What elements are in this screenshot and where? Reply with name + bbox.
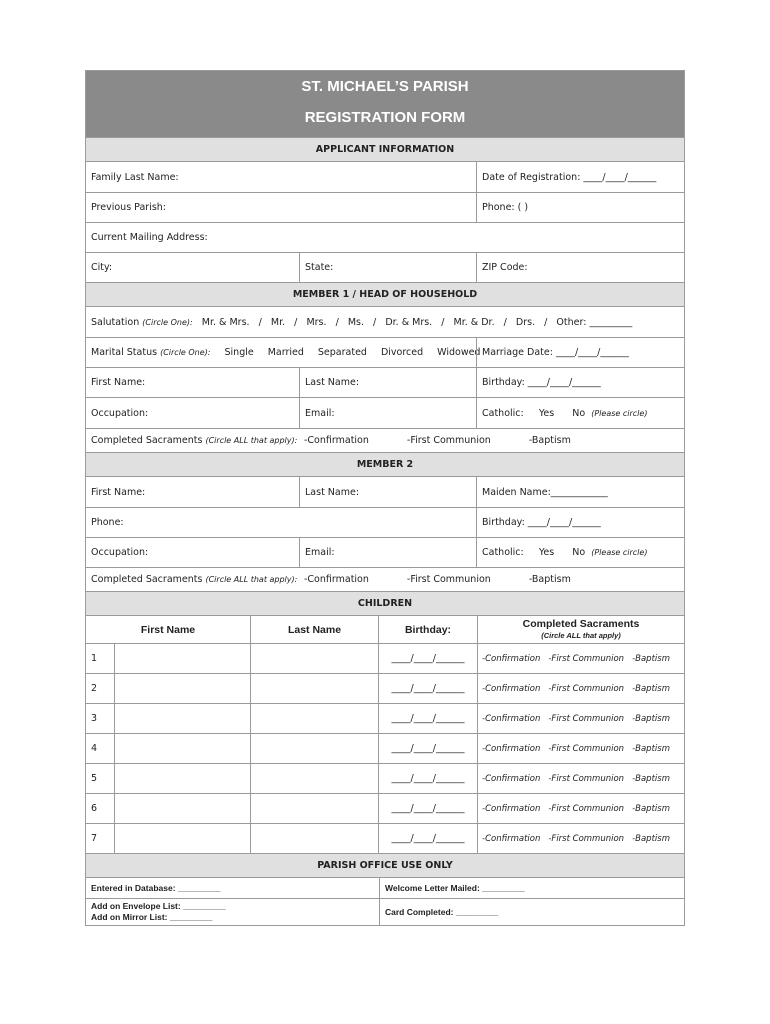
marital-option-divorced[interactable]: Divorced xyxy=(380,347,424,358)
office-row-1 xyxy=(86,877,684,898)
marital-option-widowed[interactable]: Widowed xyxy=(437,347,481,358)
section-member-2: MEMBER 2 xyxy=(86,452,684,476)
child-sacrament-confirmation[interactable]: -Confirmation xyxy=(482,773,541,784)
child-sacraments-field xyxy=(477,764,684,793)
child-sacrament-baptism[interactable]: -Baptism xyxy=(632,713,670,724)
child-sacrament-first-communion[interactable]: -First Communion xyxy=(548,683,625,694)
member1-occupation-row xyxy=(86,397,684,428)
member2-sacraments-note: (Circle ALL that apply): xyxy=(205,575,298,584)
date-of-registration-field[interactable]: Date of Registration: ____/____/______ xyxy=(476,162,684,192)
child-sacrament-confirmation[interactable]: -Confirmation xyxy=(482,683,541,694)
child-sacrament-baptism[interactable]: -Baptism xyxy=(632,743,670,754)
member2-birthday-field[interactable]: Birthday: ____/____/______ xyxy=(476,508,684,537)
member2-first-name-field[interactable]: First Name: xyxy=(91,486,146,498)
member1-catholic-note: (Please circle) xyxy=(591,408,648,418)
child-sacraments-field xyxy=(477,824,684,853)
state-field[interactable]: State: xyxy=(299,253,476,282)
salutation-options[interactable]: Mr. & Mrs. / Mr. / Mrs. / Ms. / Dr. & Mrs. / Mr. & Dr. / Drs. / Other: _________ xyxy=(201,316,633,328)
child-first-name-field[interactable] xyxy=(114,794,250,823)
mailing-address-field[interactable]: Current Mailing Address: xyxy=(91,232,208,243)
child-birthday-field[interactable]: ____/____/______ xyxy=(378,734,477,763)
child-sacrament-baptism[interactable]: -Baptism xyxy=(632,683,670,694)
child-row xyxy=(86,793,684,823)
applicant-row-3 xyxy=(86,222,684,252)
col-last-name: Last Name xyxy=(250,616,378,643)
member1-occupation-field[interactable]: Occupation: xyxy=(91,407,149,419)
office-row-2 xyxy=(86,898,684,925)
child-sacraments-field xyxy=(477,674,684,703)
member1-birthday-field[interactable]: Birthday: ____/____/______ xyxy=(476,368,684,397)
form-title-block xyxy=(86,71,684,137)
section-parish-office: PARISH OFFICE USE ONLY xyxy=(86,853,684,877)
card-completed-field[interactable]: Card Completed: _________ xyxy=(379,899,684,925)
child-last-name-field[interactable] xyxy=(250,734,378,763)
member2-sacraments-options xyxy=(299,568,684,591)
child-row-number: 4 xyxy=(91,743,98,754)
children-table-body xyxy=(86,643,684,853)
mirror-list-field[interactable]: Add on Mirror List: _________ xyxy=(91,912,213,922)
child-first-name-field[interactable] xyxy=(114,674,250,703)
child-row-number: 2 xyxy=(91,683,98,694)
child-sacrament-first-communion[interactable]: -First Communion xyxy=(548,743,625,754)
child-sacrament-first-communion[interactable]: -First Communion xyxy=(548,653,625,664)
child-sacrament-baptism[interactable]: -Baptism xyxy=(632,653,670,664)
child-row-number: 1 xyxy=(91,653,98,664)
child-sacrament-first-communion[interactable]: -First Communion xyxy=(548,773,625,784)
registration-form xyxy=(85,70,685,926)
children-table-header xyxy=(86,615,684,643)
section-applicant-information: APPLICANT INFORMATION xyxy=(86,137,684,161)
child-birthday-field[interactable]: ____/____/______ xyxy=(378,764,477,793)
child-row-number: 6 xyxy=(91,803,98,814)
col-sacraments-title: Completed Sacraments xyxy=(522,617,640,630)
child-row xyxy=(86,673,684,703)
salutation-note: (Circle One): xyxy=(142,317,193,327)
child-sacrament-baptism[interactable]: -Baptism xyxy=(632,803,670,814)
child-last-name-field[interactable] xyxy=(250,764,378,793)
child-row xyxy=(86,733,684,763)
child-sacrament-confirmation[interactable]: -Confirmation xyxy=(482,803,541,814)
member1-sacraments-options xyxy=(299,429,684,452)
welcome-letter-field[interactable]: Welcome Letter Mailed: _________ xyxy=(379,878,684,898)
entered-in-database-field[interactable]: Entered in Database: _________ xyxy=(91,883,221,893)
child-birthday-field[interactable]: ____/____/______ xyxy=(378,644,477,673)
office-lists-cell xyxy=(86,899,379,925)
member2-email-field[interactable]: Email: xyxy=(299,538,476,567)
member2-maiden-name-field[interactable]: Maiden Name:____________ xyxy=(476,477,684,507)
member2-sacraments-row xyxy=(86,567,684,591)
col-sacraments-note: (Circle ALL that apply) xyxy=(541,630,621,640)
child-sacrament-first-communion[interactable]: -First Communion xyxy=(548,803,625,814)
applicant-row-4 xyxy=(86,252,684,282)
member2-name-row xyxy=(86,476,684,507)
zip-code-field[interactable]: ZIP Code: xyxy=(476,253,684,282)
member1-sacraments-label-cell xyxy=(86,429,299,452)
child-birthday-field[interactable]: ____/____/______ xyxy=(378,824,477,853)
section-children: CHILDREN xyxy=(86,591,684,615)
child-row-number: 5 xyxy=(91,773,98,784)
marital-option-single[interactable]: Single xyxy=(224,347,254,358)
envelope-list-field[interactable]: Add on Envelope List: _________ xyxy=(91,901,226,911)
family-last-name-field[interactable]: Family Last Name: xyxy=(91,171,179,183)
salutation-field[interactable] xyxy=(86,307,684,337)
child-row xyxy=(86,823,684,853)
member2-sacrament-confirmation[interactable]: -Confirmation xyxy=(304,574,369,585)
child-row xyxy=(86,643,684,673)
child-last-name-field[interactable] xyxy=(250,674,378,703)
marriage-date-field[interactable]: Marriage Date: ____/____/______ xyxy=(476,338,684,367)
applicant-row-2 xyxy=(86,192,684,222)
child-last-name-field[interactable] xyxy=(250,644,378,673)
child-sacrament-confirmation[interactable]: -Confirmation xyxy=(482,833,541,844)
city-field[interactable]: City: xyxy=(91,262,113,273)
marital-status-field[interactable] xyxy=(86,338,481,367)
member1-salutation-row xyxy=(86,306,684,337)
child-row-number: 3 xyxy=(91,713,98,724)
member2-phone-row xyxy=(86,507,684,537)
member1-last-name-field[interactable]: Last Name: xyxy=(299,368,476,397)
form-title: REGISTRATION FORM xyxy=(304,109,466,126)
marital-status-note: (Circle One): xyxy=(160,348,211,357)
marital-status-label: Marital Status xyxy=(91,347,158,358)
previous-parish-field[interactable]: Previous Parish: xyxy=(91,202,167,213)
member1-sacrament-first-communion[interactable]: -First Communion xyxy=(406,435,491,446)
child-sacrament-first-communion[interactable]: -First Communion xyxy=(548,833,625,844)
child-last-name-field[interactable] xyxy=(250,824,378,853)
parish-name: ST. MICHAEL’S PARISH xyxy=(301,78,469,95)
child-sacraments-field xyxy=(477,794,684,823)
member2-sacrament-first-communion[interactable]: -First Communion xyxy=(406,574,491,585)
member1-first-name-field[interactable]: First Name: xyxy=(91,377,146,388)
marital-option-married[interactable]: Married xyxy=(267,347,304,358)
member1-sacraments-note: (Circle ALL that apply): xyxy=(205,436,298,445)
member2-sacraments-label-cell xyxy=(86,568,299,591)
child-first-name-field[interactable] xyxy=(114,644,250,673)
child-sacraments-field xyxy=(477,734,684,763)
col-completed-sacraments xyxy=(477,616,684,643)
member1-catholic-options[interactable]: Catholic: Yes No xyxy=(482,407,586,419)
child-sacrament-baptism[interactable]: -Baptism xyxy=(632,833,670,844)
child-row-number: 7 xyxy=(91,833,98,844)
salutation-label: Salutation xyxy=(91,316,140,328)
child-sacrament-confirmation[interactable]: -Confirmation xyxy=(482,653,541,664)
member2-sacrament-baptism[interactable]: -Baptism xyxy=(528,574,571,585)
child-first-name-field[interactable] xyxy=(114,734,250,763)
child-sacraments-field xyxy=(477,704,684,733)
child-birthday-field[interactable]: ____/____/______ xyxy=(378,674,477,703)
col-first-name: First Name xyxy=(140,623,196,636)
member1-sacraments-row xyxy=(86,428,684,452)
col-birthday: Birthday: xyxy=(378,616,477,643)
child-row xyxy=(86,763,684,793)
member2-catholic-note: (Please circle) xyxy=(591,548,648,557)
marital-option-separated[interactable]: Separated xyxy=(317,347,367,358)
member1-email-field[interactable]: Email: xyxy=(299,398,476,428)
member1-sacrament-baptism[interactable]: -Baptism xyxy=(528,435,571,446)
child-birthday-field[interactable]: ____/____/______ xyxy=(378,794,477,823)
child-sacrament-first-communion[interactable]: -First Communion xyxy=(548,713,625,724)
member1-sacraments-label: Completed Sacraments xyxy=(91,435,203,446)
child-sacrament-confirmation[interactable]: -Confirmation xyxy=(482,713,541,724)
child-first-name-field[interactable] xyxy=(114,704,250,733)
child-row xyxy=(86,703,684,733)
member1-sacrament-confirmation[interactable]: -Confirmation xyxy=(304,435,369,446)
member1-name-row xyxy=(86,367,684,397)
child-sacrament-baptism[interactable]: -Baptism xyxy=(632,773,670,784)
phone-field[interactable]: Phone: ( ) xyxy=(476,193,684,222)
child-sacraments-field xyxy=(477,644,684,673)
child-last-name-field[interactable] xyxy=(250,794,378,823)
applicant-row-1 xyxy=(86,161,684,192)
member1-marital-row xyxy=(86,337,684,367)
member2-catholic-field[interactable] xyxy=(476,538,684,567)
member2-catholic-options[interactable]: Catholic: Yes No xyxy=(482,547,586,558)
member2-sacraments-label: Completed Sacraments xyxy=(91,574,203,585)
section-member-1: MEMBER 1 / HEAD OF HOUSEHOLD xyxy=(86,282,684,306)
child-first-name-field[interactable] xyxy=(114,824,250,853)
member2-occupation-row xyxy=(86,537,684,567)
member2-last-name-field[interactable]: Last Name: xyxy=(299,477,476,507)
member2-occupation-field[interactable]: Occupation: xyxy=(91,547,149,558)
child-first-name-field[interactable] xyxy=(114,764,250,793)
member1-catholic-field[interactable] xyxy=(476,398,684,428)
child-last-name-field[interactable] xyxy=(250,704,378,733)
child-birthday-field[interactable]: ____/____/______ xyxy=(378,704,477,733)
child-sacrament-confirmation[interactable]: -Confirmation xyxy=(482,743,541,754)
member2-phone-field[interactable]: Phone: xyxy=(91,517,124,528)
